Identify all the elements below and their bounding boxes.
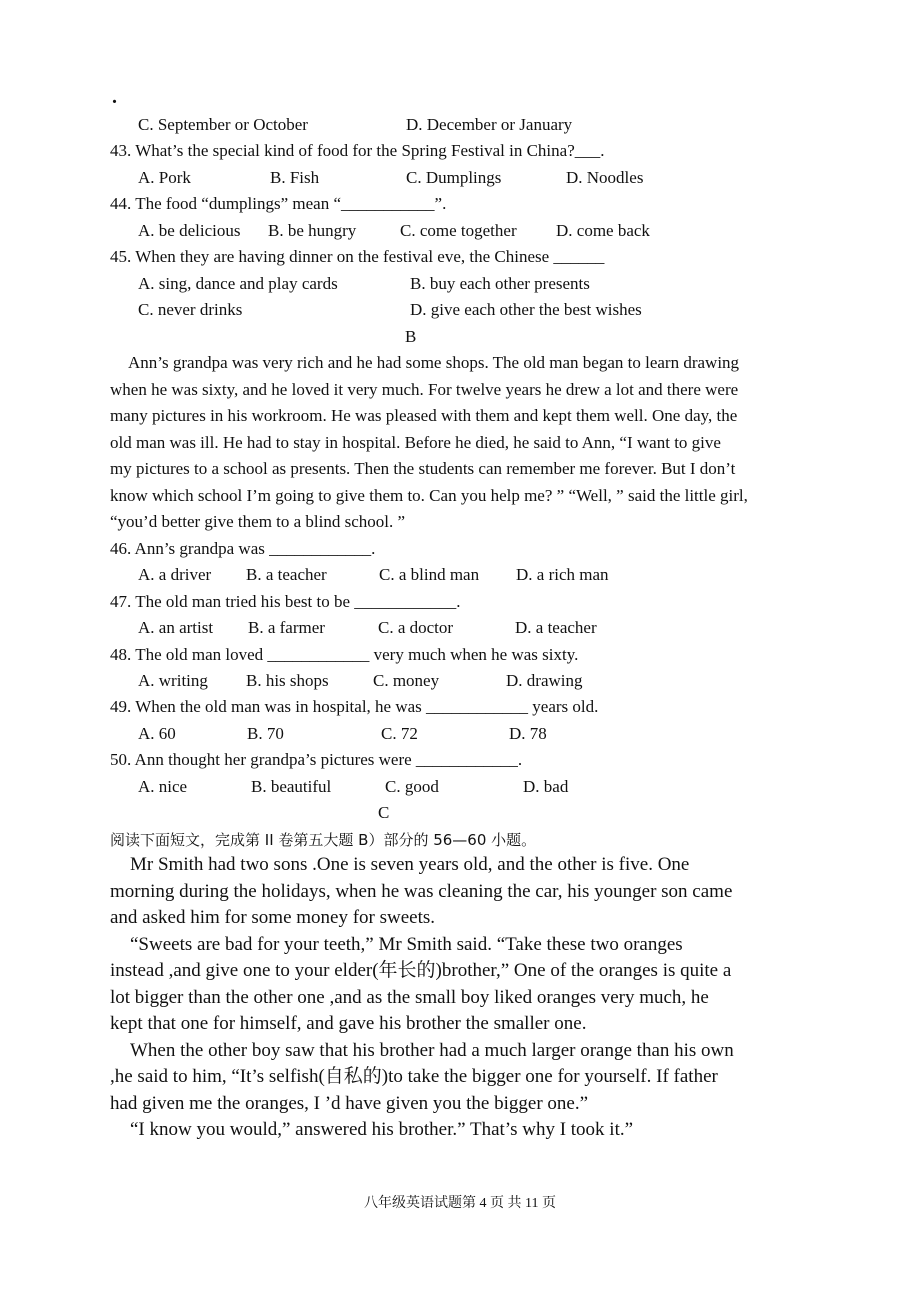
q47-option-a: A. an artist: [138, 618, 214, 637]
q50-stem: 50. Ann thought her grandpa’s pictures were ____________.: [110, 750, 523, 769]
q48-option-b: B. his shops: [246, 671, 329, 690]
q42-option-d: D. December or January: [406, 115, 573, 134]
passage-c-line: had given me the oranges, I ’d have given you the bigger one.”: [110, 1093, 589, 1114]
q46-option-a: A. a driver: [138, 565, 212, 584]
q43-option-d: D. Noodles: [566, 168, 644, 187]
passage-b-line: when he was sixty, and he loved it very much. For twelve years he drew a lot and there were: [110, 380, 739, 399]
q49-option-c: C. 72: [381, 724, 418, 743]
q44-option-a: A. be delicious: [138, 221, 241, 240]
passage-c-line: and asked him for some money for sweets.: [110, 907, 436, 928]
passage-b-line: Ann’s grandpa was very rich and he had some shops. The old man began to learn drawing: [128, 353, 740, 372]
q43-option-c: C. Dumplings: [406, 168, 502, 187]
passage-c-line: ,he said to him, “It’s selfish(自私的)to take the bigger one for yourself. If father: [110, 1066, 718, 1087]
q49-option-b: B. 70: [247, 724, 284, 743]
passage-c-line: lot bigger than the other one ,and as the small boy liked oranges very much, he: [110, 987, 709, 1008]
passage-c-line: Mr Smith had two sons .One is seven years old, and the other is five. One: [130, 854, 690, 875]
q48-option-c: C. money: [373, 671, 440, 690]
q44-option-d: D. come back: [556, 221, 650, 240]
q48-option-d: D. drawing: [506, 671, 583, 690]
section-c-heading: C: [378, 803, 390, 822]
q45-stem: 45. When they are having dinner on the festival eve, the Chinese ______: [110, 247, 605, 266]
q50-option-c: C. good: [385, 777, 439, 796]
passage-c-line: instead ,and give one to your elder(年长的)brother,” One of the oranges is quite a: [110, 960, 732, 981]
q47-option-b: B. a farmer: [248, 618, 325, 637]
q48-stem: 48. The old man loved ____________ very much when he was sixty.: [110, 645, 579, 664]
q50-option-b: B. beautiful: [251, 777, 332, 796]
q46-option-c: C. a blind man: [379, 565, 480, 584]
q50-option-a: A. nice: [138, 777, 188, 796]
q42-option-c: C. September or October: [138, 115, 308, 134]
q43-option-a: A. Pork: [138, 168, 191, 187]
q49-option-a: A. 60: [138, 724, 176, 743]
passage-b-line: “you’d better give them to a blind school. ”: [110, 512, 406, 531]
passage-c-line: “I know you would,” answered his brother.” That’s why I took it.”: [130, 1119, 634, 1140]
q44-option-c: C. come together: [400, 221, 517, 240]
q45-option-c: C. never drinks: [138, 300, 243, 319]
passage-b-line: old man was ill. He had to stay in hospital. Before he died, he said to Ann, “I want to give: [110, 433, 721, 452]
passage-c-line: kept that one for himself, and gave his brother the smaller one.: [110, 1013, 587, 1034]
page-footer: 八年级英语试题第 4 页 共 11 页: [364, 1196, 556, 1211]
passage-b-line: know which school I’m going to give them to. Can you help me? ” “Well, ” said the little girl,: [110, 486, 748, 505]
q50-option-d: D. bad: [523, 777, 569, 796]
q46-option-b: B. a teacher: [246, 565, 327, 584]
q49-option-d: D. 78: [509, 724, 547, 743]
q45-option-d: D. give each other the best wishes: [410, 300, 642, 319]
q45-option-b: B. buy each other presents: [410, 274, 590, 293]
q45-option-a: A. sing, dance and play cards: [138, 274, 338, 293]
passage-c-line: When the other boy saw that his brother had a much larger orange than his own: [130, 1040, 734, 1061]
q47-stem: 47. The old man tried his best to be ____________.: [110, 592, 461, 611]
q47-option-d: D. a teacher: [515, 618, 597, 637]
q44-option-b: B. be hungry: [268, 221, 357, 240]
passage-c-line: “Sweets are bad for your teeth,” Mr Smith said. “Take these two oranges: [130, 934, 683, 955]
q49-stem: 49. When the old man was in hospital, he was ____________ years old.: [110, 697, 599, 716]
q43-option-b: B. Fish: [270, 168, 320, 187]
passage-c-line: morning during the holidays, when he was cleaning the car, his younger son came: [110, 881, 733, 902]
passage-b-line: many pictures in his workroom. He was pleased with them and kept them well. One day, the: [110, 406, 738, 425]
passage-b-line: my pictures to a school as presents. Then the students can remember me forever. But I don’t: [110, 459, 736, 478]
q47-option-c: C. a doctor: [378, 618, 454, 637]
q43-stem: 43. What’s the special kind of food for the Spring Festival in China?___.: [110, 141, 605, 160]
q44-stem: 44. The food “dumplings” mean “___________”.: [110, 194, 447, 213]
q46-stem: 46. Ann’s grandpa was ____________.: [110, 539, 376, 558]
top-mark: .: [112, 86, 117, 108]
q48-option-a: A. writing: [138, 671, 208, 690]
q46-option-d: D. a rich man: [516, 565, 609, 584]
section-c-instruction: 阅读下面短文，完成第 II 卷第五大题 B）部分的 56—60 小题。: [110, 831, 537, 849]
section-b-heading: B: [405, 327, 417, 346]
